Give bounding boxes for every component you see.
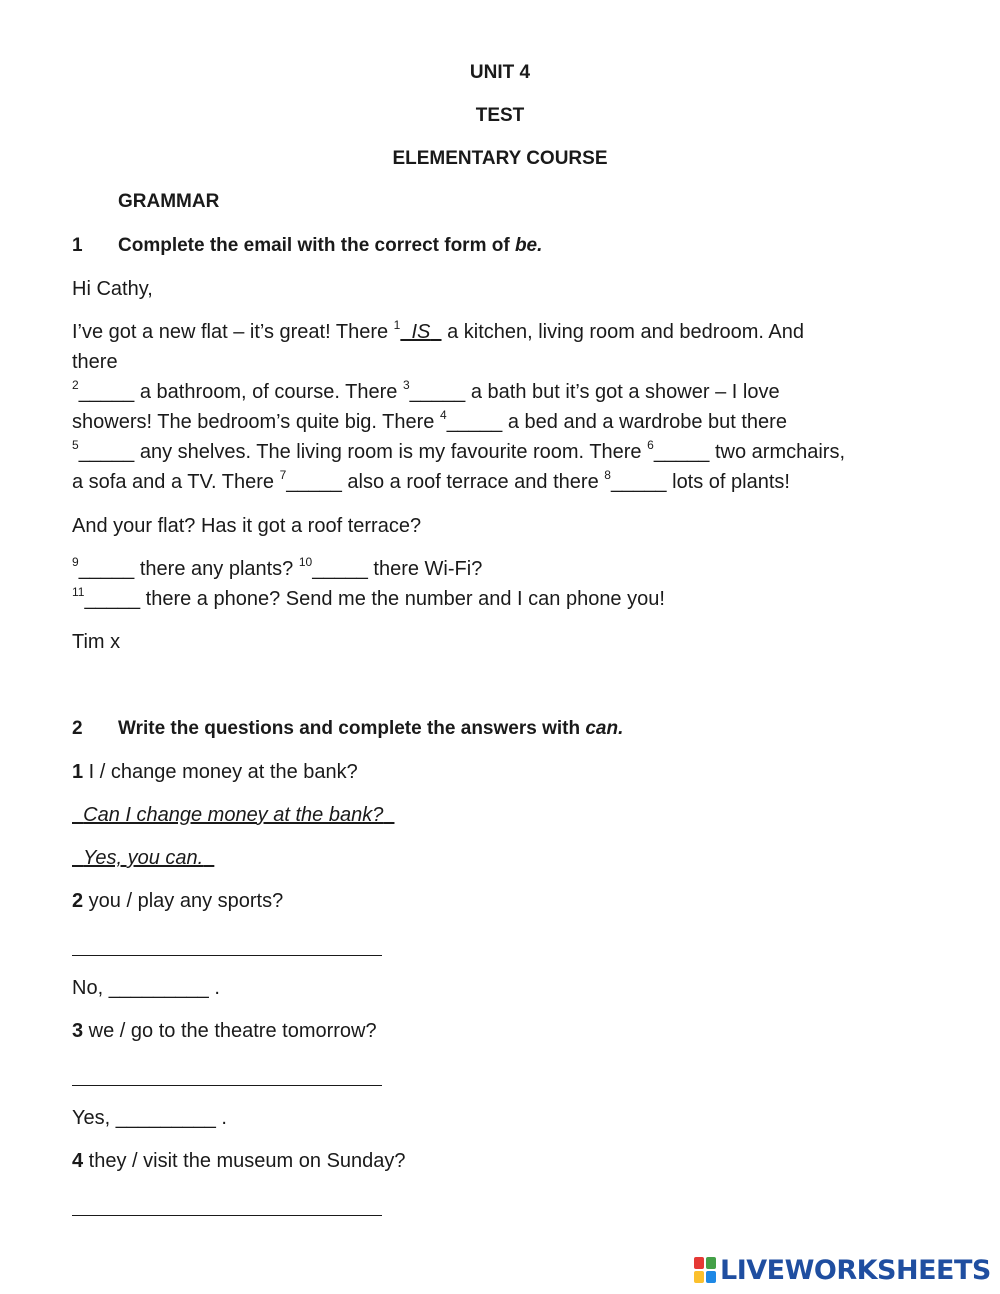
email-line-3: $^2$_____ a bathroom, of course. There $^3$_____ a bath but it’s got a shower – I love <box>72 378 780 403</box>
email-line-6: a sofa and a TV. There $^7$_____ also a roof terrace and there $^8$_____ lots of plants! <box>72 468 790 493</box>
question-1-answer: Can I change money at the bank? <box>83 804 384 826</box>
question-1: 1 I / change money at the bank? <box>72 761 358 783</box>
test-title: TEST <box>475 105 525 126</box>
question-1-short-answer: Yes, you can. <box>83 847 204 869</box>
blank-4[interactable]: _____ <box>446 411 503 433</box>
email-line-2: there <box>72 351 118 373</box>
email-line-5: $^5$_____ any shelves. The living room is my favourite room. There $^6$_____ two armchairs, <box>72 438 846 463</box>
email-line-7: $^9$_____ there any plants? $^{10}$_____ there Wi-Fi? <box>72 555 483 580</box>
blank-3[interactable]: _____ <box>409 381 466 403</box>
blank-10[interactable]: _____ <box>312 558 368 580</box>
short-blank-2[interactable]: _________ <box>108 977 209 999</box>
question-4: 4 they / visit the museum on Sunday? <box>72 1150 406 1172</box>
liveworksheets-logo <box>694 1256 991 1284</box>
liveworksheets-mark-icon <box>694 1257 716 1283</box>
blank-9[interactable]: _____ <box>78 558 135 580</box>
question-3: 3 we / go to the theatre tomorrow? <box>72 1020 377 1042</box>
email-question-line: And your flat? Has it got a roof terrace? <box>72 515 422 537</box>
question-2: 2 you / play any sports? <box>72 890 284 912</box>
exercise2-number: 2 <box>72 718 83 739</box>
exercise2-instruction: Write the questions and complete the answers with can. <box>118 718 624 739</box>
answer-1-example: IS <box>411 321 431 343</box>
email-line-1: I’ve got a new flat – it’s great! There $^1$ IS a kitchen, living room and bedroom. And <box>72 318 804 343</box>
logo-text: LIVEWORKSHEETS <box>720 1254 991 1286</box>
short-blank-3[interactable]: _________ <box>115 1107 216 1129</box>
question-3-answer-field[interactable] <box>72 1085 382 1086</box>
question-2-answer-field[interactable] <box>72 955 382 956</box>
exercise1-instruction: Complete the email with the correct form of be. <box>118 235 543 256</box>
blank-11[interactable]: _____ <box>84 588 141 610</box>
exercise1-number: 1 <box>72 235 83 256</box>
question-2-short-answer: No, _________ . <box>72 977 220 999</box>
blank-7[interactable]: _____ <box>286 471 342 493</box>
course-title: ELEMENTARY COURSE <box>392 148 608 169</box>
email-line-8: $^{11}$_____ there a phone? Send me the number and I can phone you! <box>72 585 665 610</box>
section-heading: GRAMMAR <box>118 191 220 212</box>
question-3-short-answer: Yes, _________ . <box>72 1107 227 1129</box>
blank-8[interactable]: _____ <box>610 471 667 493</box>
email-greeting: Hi Cathy, <box>72 278 153 300</box>
blank-2[interactable]: _____ <box>78 381 135 403</box>
email-line-4: showers! The bedroom’s quite big. There $^4$_____ a bed and a wardrobe but there <box>72 408 787 433</box>
blank-5[interactable]: _____ <box>78 441 135 463</box>
question-4-answer-field[interactable] <box>72 1215 382 1216</box>
blank-6[interactable]: _____ <box>653 441 710 463</box>
unit-title: UNIT 4 <box>469 62 531 83</box>
email-signoff: Tim x <box>72 631 121 653</box>
